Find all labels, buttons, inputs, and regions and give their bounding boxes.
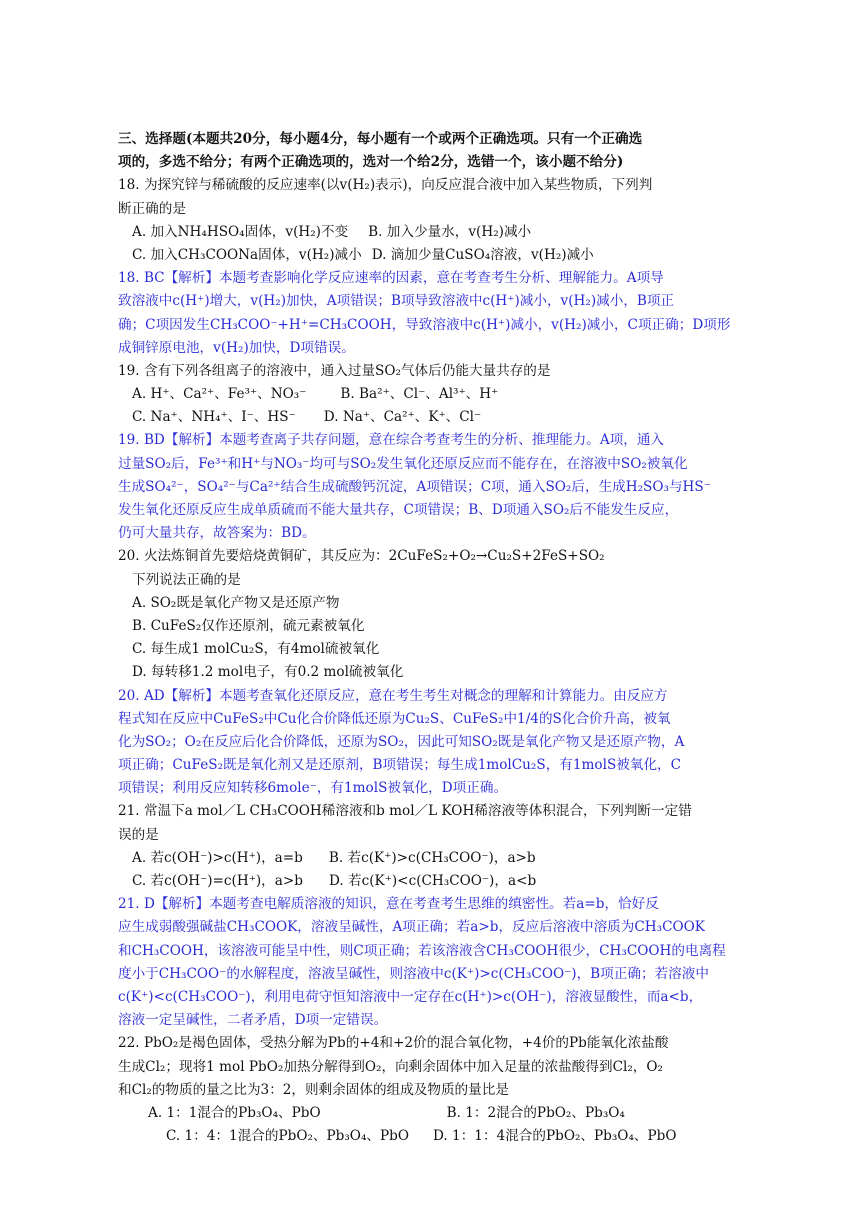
question-22 xyxy=(118,1032,742,1148)
question-stem: 21. 常温下a mol／L CH₃COOH稀溶液和b mol／L KOH稀溶液等体积混合，下列判断一定错 xyxy=(118,803,692,820)
option-row xyxy=(118,244,742,267)
question-stem: 生成Cl₂；现将1 mol PbO₂加热分解得到O₂，向剩余固体中加入足量的浓盐酸得到Cl₂，O₂ xyxy=(118,1058,663,1075)
option-a: A. SO₂既是氧化产物又是还原产物 xyxy=(132,594,340,611)
question-21 xyxy=(118,800,742,1032)
analysis-18 xyxy=(118,267,742,360)
analysis-line: 致溶液中c(H⁺)增大，v(H₂)加快，A项错误；B项导致溶液中c(H⁺)减小，v(H₂)减小，B项正 xyxy=(118,293,675,310)
section-header: 三、选择题(本题共20分，每小题4分，每小题有一个或两个正确选项。只有一个正确选 xyxy=(118,131,643,147)
analysis-line: 仍可大量共存，故答案为：BD。 xyxy=(118,525,316,542)
analysis-line: 应生成弱酸强碱盐CH₃COOK，溶液呈碱性，A项正确；若a>b，反应后溶液中溶质为CH₃COOK xyxy=(118,919,705,936)
option-row xyxy=(118,221,742,244)
analysis-line: 过量SO₂后，Fe³⁺和H⁺与NO₃⁻均可与SO₂发生氧化还原反应而不能存在，在溶液中SO₂被氧化 xyxy=(118,455,688,472)
analysis-line: 成铜锌原电池，v(H₂)加快，D项错误。 xyxy=(118,339,355,356)
option-row xyxy=(118,406,742,429)
section-header: 项的，多选不给分；有两个正确选项的，选对一个给2分，选错一个，该小题不给分) xyxy=(118,154,624,171)
option-b: B. CuFeS₂仅作还原剂，硫元素被氧化 xyxy=(132,617,365,634)
question-stem: 22. PbO₂是褐色固体，受热分解为Pb的+4和+2价的混合氧化物，+4价的Pb能氧化浓盐酸 xyxy=(118,1035,669,1052)
analysis-line: 度小于CH₃COO⁻的水解程度，溶液呈碱性，则溶液中c(K⁺)>c(CH₃COO⁻)，B项正确；若溶液中 xyxy=(118,965,709,982)
option-a: A. 加入NH₄HSO₄固体，v(H₂)不变 xyxy=(132,223,349,240)
question-stem: 20. 火法炼铜首先要焙烧黄铜矿，其反应为：2CuFeS₂+O₂→Cu₂S+2FeS+SO₂ xyxy=(118,548,605,565)
analysis-line: 化为SO₂；O₂在反应后化合价降低，还原为SO₂，因此可知SO₂既是氧化产物又是还原产物，A xyxy=(118,733,685,750)
option-d: D. 若c(K⁺)<c(CH₃COO⁻)，a<b xyxy=(328,873,537,889)
option-c: C. 加入CH₃COONa固体，v(H₂)减小 xyxy=(132,246,362,263)
analysis-line: 20. AD【解析】本题考查氧化还原反应，意在考生考生对概念的理解和计算能力。由反应方 xyxy=(118,687,668,704)
option-b: B. 若c(K⁺)>c(CH₃COO⁻)，a>b xyxy=(328,849,536,866)
option-row xyxy=(118,1102,742,1125)
option-b: B. Ba²⁺、Cl⁻、Al³⁺、H⁺ xyxy=(340,386,499,403)
analysis-line: 发生氧化还原反应生成单质硫而不能大量共存，C项错误；B、D项通入SO₂后不能发生反应， xyxy=(118,502,679,518)
option-c: C. 每生成1 molCu₂S，有4mol硫被氧化 xyxy=(132,641,380,658)
question-stem: 误的是 xyxy=(118,826,159,843)
option-row xyxy=(118,383,742,406)
analysis-20 xyxy=(118,685,742,801)
analysis-19 xyxy=(118,429,742,545)
analysis-line: 和CH₃COOH，该溶液可能呈中性，则C项正确；若该溶液含CH₃COOH很少，CH₃COOH的电离程 xyxy=(118,942,726,959)
option-row xyxy=(118,1125,742,1148)
option-row xyxy=(118,870,742,893)
option-a: A. 若c(OH⁻)>c(H⁺)，a=b xyxy=(132,849,303,866)
option-a: A. H⁺、Ca²⁺、Fe³⁺、NO₃⁻ xyxy=(132,386,307,403)
question-20 xyxy=(118,545,742,800)
option-c: C. 1：4：1混合的PbO₂、Pb₃O₄、PbO xyxy=(166,1128,409,1145)
option-d: D. 每转移1.2 mol电子，有0.2 mol硫被氧化 xyxy=(132,664,404,681)
option-c: C. 若c(OH⁻)=c(H⁺)，a>b xyxy=(132,873,303,889)
question-stem: 断正确的是 xyxy=(118,200,186,217)
option-a: A. 1：1混合的Pb₃O₄、PbO xyxy=(148,1104,321,1121)
option-d: D. 滴加少量CuSO₄溶液，v(H₂)减小 xyxy=(371,246,594,263)
option-c: C. Na⁺、NH₄⁺、I⁻、HS⁻ xyxy=(132,409,296,426)
analysis-line: 19. BD【解析】本题考查离子共存问题，意在综合考查考生的分析、推理能力。A项，通入 xyxy=(118,432,665,449)
analysis-line: 21. D【解析】本题考查电解质溶液的知识，意在考查考生思维的缜密性。若a=b，恰好反 xyxy=(118,896,659,913)
exam-content xyxy=(118,128,742,1148)
question-stem: 18. 为探究锌与稀硫酸的反应速率(以v(H₂)表示)，向反应混合液中加入某些物质，下列判 xyxy=(118,177,653,194)
option-d: D. 1：1：4混合的PbO₂、Pb₃O₄、PbO xyxy=(433,1128,677,1145)
question-stem: 19. 含有下列各组离子的溶液中，通入过量SO₂气体后仍能大量共存的是 xyxy=(118,362,551,379)
question-18 xyxy=(118,174,742,360)
analysis-line: 生成SO₄²⁻，SO₄²⁻与Ca²⁺结合生成硫酸钙沉淀，A项错误；C项，通入SO₂后，生成H₂SO₃与HS⁻ xyxy=(118,478,711,495)
analysis-line: 项正确；CuFeS₂既是氧化剂又是还原剂，B项错误；每生成1molCu₂S，有1molS被氧化，C xyxy=(118,757,682,774)
question-stem: 下列说法正确的是 xyxy=(132,571,241,588)
analysis-line: 程式知在反应中CuFeS₂中Cu化合价降低还原为Cu₂S、CuFeS₂中1/4的S化合价升高，被氧 xyxy=(118,710,671,727)
option-b: B. 1：2混合的PbO₂、Pb₃O₄ xyxy=(446,1104,625,1121)
analysis-line: 确；C项因发生CH₃COO⁻+H⁺=CH₃COOH，导致溶液中c(H⁺)减小，v(H₂)减小，C项正确；D项形 xyxy=(118,316,731,333)
question-stem: 和Cl₂的物质的量之比为3：2，则剩余固体的组成及物质的量比是 xyxy=(118,1081,509,1098)
analysis-line: 18. BC【解析】本题考查影响化学反应速率的因素，意在考查考生分析、理解能力。A项导 xyxy=(118,270,664,287)
analysis-line: 溶液一定呈碱性，二者矛盾，D项一定错误。 xyxy=(118,1012,388,1029)
option-row xyxy=(118,847,742,870)
option-d: D. Na⁺、Ca²⁺、K⁺、Cl⁻ xyxy=(323,409,482,426)
option-b: B. 加入少量水，v(H₂)减小 xyxy=(368,223,532,240)
analysis-line: 项错误；利用反应知转移6mole⁻，有1molS被氧化，D项正确。 xyxy=(118,780,508,797)
analysis-21 xyxy=(118,893,742,1032)
question-19 xyxy=(118,360,742,546)
analysis-line: c(K⁺)<c(CH₃COO⁻)，利用电荷守恒知溶液中一定存在c(H⁺)>c(OH⁻)，溶液显酸性，而a<b， xyxy=(118,988,703,1005)
